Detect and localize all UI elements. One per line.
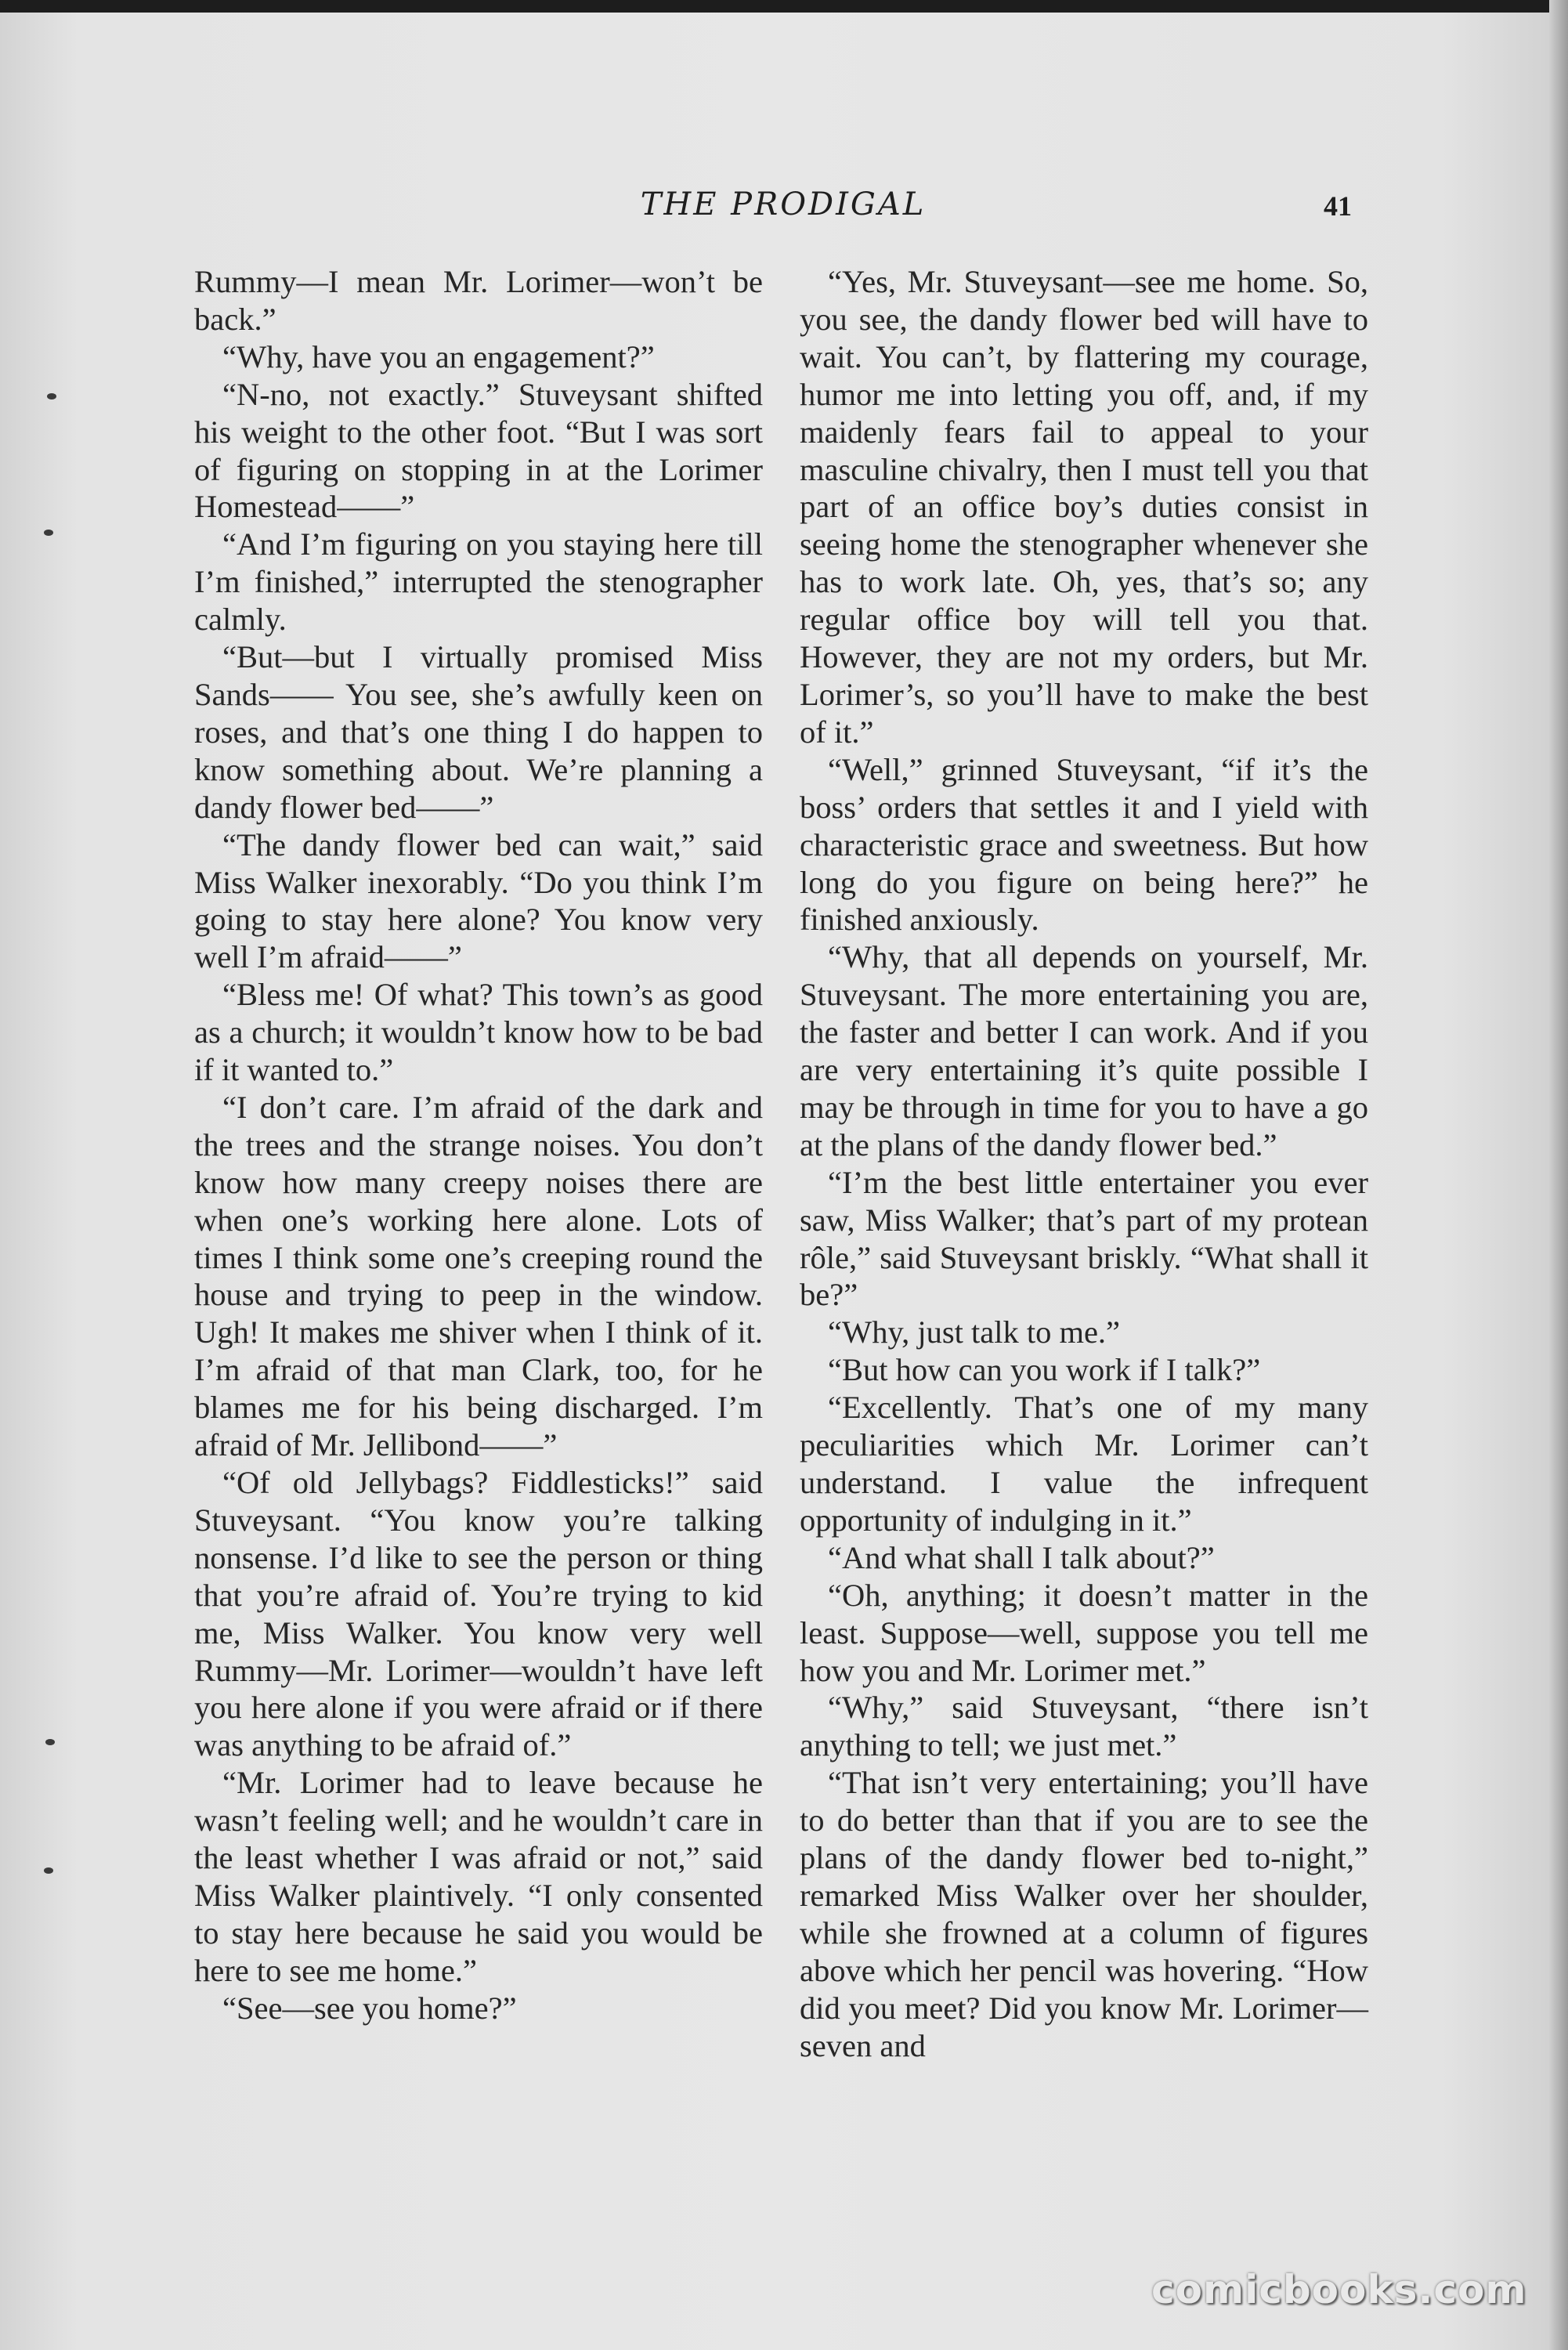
paragraph: “Why, that all depends on yourself, Mr. Stuveysant. The more entertaining you are, the faster and better I can work. And if you are very entertaining it’s quite possible I may be through in time for you to have a go at the plans of the dandy flower bed.”: [800, 939, 1368, 1162]
paragraph: “The dandy flower bed can wait,” said Miss Walker inexorably. “Do you think I’m going to stay here alone? You know very well I’m afraid——”: [194, 826, 763, 975]
paragraph: “N-no, not exactly.” Stuveysant shifted his weight to the other foot. “But I was sort of figuring on stopping in at the Lorimer Homestead——”: [194, 376, 763, 525]
right-column: [800, 263, 1368, 2065]
paragraph: “Why, have you an engagement?”: [222, 338, 655, 374]
paragraph: “See—see you home?”: [222, 1990, 517, 2026]
binding-hole: [44, 1867, 53, 1874]
paragraph: “Oh, anything; it doesn’t matter in the least. Suppose—well, suppose you tell me how you and Mr. Lorimer met.”: [800, 1577, 1368, 1688]
paragraph: “Mr. Lorimer had to leave because he wasn’t feeling well; and he wouldn’t care in the least whether I was afraid or not,” said Miss Walker plaintively. “I only consented to stay here because he said you would be here to see me home.”: [194, 1765, 763, 1988]
binding-hole: [47, 393, 56, 400]
page-right-edge: [1549, 0, 1568, 2350]
paragraph: “Excellently. That’s one of my many peculiarities which Mr. Lorimer can’t understand. I value the infrequent opportunity of indulging in it.”: [800, 1390, 1368, 1538]
paragraph: “Of old Jellybags? Fiddlesticks!” said Stuveysant. “You know you’re talking nonsense. I’d like to see the person or thing that you’re afraid of. You’re trying to kid me, Miss Walker. You know very well Rummy—Mr. Lorimer—wouldn’t have left you here alone if you were afraid or if there was anything to be afraid of.”: [194, 1465, 763, 1763]
paragraph: “And I’m figuring on you staying here till I’m finished,” interrupted the stenographer calmly.: [194, 526, 763, 638]
binding-hole: [44, 530, 53, 536]
paragraph: “That isn’t very entertaining; you’ll have to do better than that if you are to see the plans of the dandy flower bed to-night,” remarked Miss Walker over her shoulder, while she frowned at a column of figures above which her pencil was hovering. “How did you meet? Did you know Mr. Lorimer—seven and: [800, 1765, 1368, 2063]
paragraph: “Well,” grinned Stuveysant, “if it’s the boss’ orders that settles it and I yield with characteristic grace and sweetness. But how long do you figure on being here?” he finished anxiously.: [800, 751, 1368, 938]
paragraph: “I don’t care. I’m afraid of the dark and the trees and the strange noises. You don’t know how many creepy noises there are when one’s working here alone. Lots of times I think some one’s creeping round the house and trying to peep in the window. Ugh! It makes me shiver when I think of it. I’m afraid of that man Clark, too, for he blames me for his being discharged. I’m afraid of Mr. Jellibond——”: [194, 1089, 763, 1463]
page-top-edge: [0, 0, 1568, 13]
paragraph: “But how can you work if I talk?”: [828, 1352, 1261, 1388]
paragraph: “But—but I virtually promised Miss Sands—— You see, she’s awfully keen on roses, and that’s one thing I do happen to know something about. We’re planning a dandy flower bed——”: [194, 639, 763, 825]
paragraph: “Why, just talk to me.”: [828, 1314, 1121, 1350]
paragraph: “Bless me! Of what? This town’s as good as a church; it wouldn’t know how to be bad if it wanted to.”: [194, 977, 763, 1088]
paragraph: “Yes, Mr. Stuveysant—see me home. So, you see, the dandy flower bed will have to wait. You can’t, by flattering my courage, humor me into letting you off, and, if my maidenly fears fail to appeal to your masculine chivalry, then I must tell you that part of an office boy’s duties consist in seeing home the stenographer whenever she has to work late. Oh, yes, that’s so; any regular office boy will tell you that. However, they are not my orders, but Mr. Lorimer’s, so you’ll have to make the best of it.”: [800, 264, 1368, 750]
watermark: comicbooks.com: [1151, 2267, 1527, 2312]
running-head: [0, 186, 1568, 241]
binding-hole: [45, 1739, 55, 1745]
paragraph: “And what shall I talk about?”: [828, 1539, 1215, 1575]
running-title: THE PRODIGAL: [640, 186, 927, 222]
left-column: [194, 263, 763, 2027]
paragraph: “Why,” said Stuveysant, “there isn’t anything to tell; we just met.”: [800, 1690, 1368, 1763]
paragraph: Rummy—I mean Mr. Lorimer—won’t be back.”: [194, 264, 763, 337]
paragraph: “I’m the best little entertainer you ever saw, Miss Walker; that’s part of my protean rôle,” said Stuveysant briskly. “What shall it be?”: [800, 1164, 1368, 1313]
page-number: 41: [1324, 190, 1352, 222]
